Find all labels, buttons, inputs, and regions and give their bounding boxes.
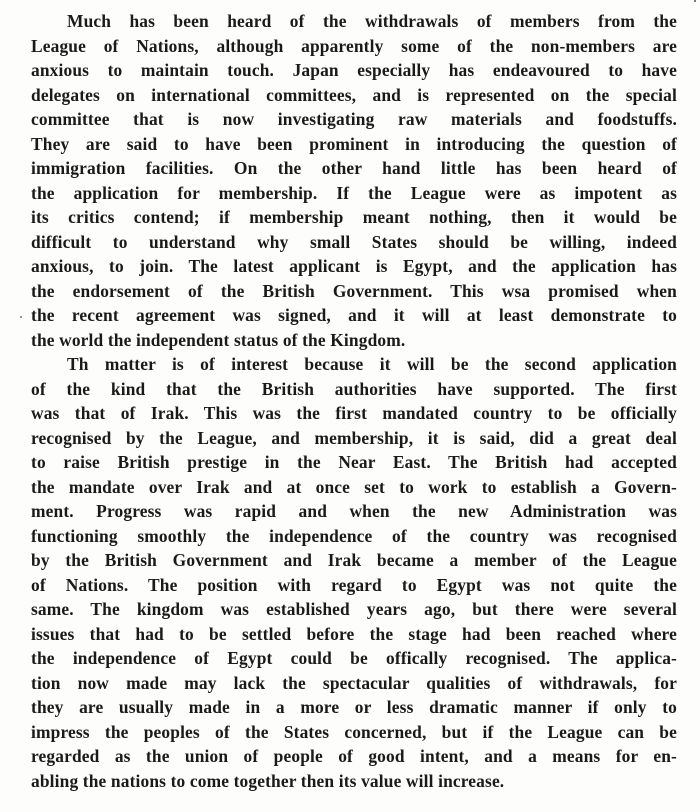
text-line: by the British Government and Irak became a member of the League [31, 550, 677, 570]
text-line: issues that had to be settled before the stage had been reached where [31, 623, 677, 644]
text-line: the application for membership. If the League were as impotent as [31, 182, 677, 203]
text-line: They are said to have been prominent in introducing the question of [31, 133, 677, 154]
text-line: the endorsement of the British Government. This wsa promised when [31, 280, 677, 301]
text-line: its critics contend; if membership meant nothing, then it would be [31, 207, 677, 227]
text-line: the mandate over Irak and at once set to work to establish a Govern- [31, 476, 677, 497]
text-line: functioning smoothly the independence of the country was recognised [31, 525, 677, 546]
text-line: League of Nations, although apparently some of the non-members are [31, 35, 677, 56]
text-line: impress the peoples of the States concerned, but if the League can be [31, 721, 677, 742]
text-line: Much has been heard of the withdrawals of members from the [67, 11, 677, 31]
print-speck [694, 0, 696, 2]
paragraph-2 [31, 352, 677, 793]
paragraph-1 [31, 9, 677, 352]
text-line: the independence of Egypt could be offically recognised. The applica- [31, 648, 677, 668]
text-line: difficult to understand why small States should be willing, indeed [31, 231, 677, 252]
margin-mark [20, 316, 22, 318]
text-line: same. The kingdom was established years ago, but there were several [31, 599, 677, 619]
text-line: Th matter is of interest because it will be the second application [67, 354, 677, 374]
text-line: the recent agreement was signed, and it will at least demonstrate to [31, 305, 677, 325]
text-line: the world the independent status of the Kingdom. [31, 329, 406, 350]
text-line: they are usually made in a more or less dramatic manner if only to [31, 697, 677, 717]
text-line: abling the nations to come together then its value will increase. [31, 770, 505, 791]
text-line: ment. Progress was rapid and when the new Administration was [31, 501, 677, 521]
text-line: to raise British prestige in the Near East. The British had accepted [31, 452, 677, 472]
text-line: committee that is now investigating raw materials and foodstuffs. [31, 109, 677, 129]
text-line: anxious to maintain touch. Japan especially has endeavoured to have [31, 60, 677, 80]
text-line: of the kind that the British authorities have supported. The first [31, 378, 677, 399]
text-line: anxious, to join. The latest applicant is Egypt, and the application has [31, 256, 677, 276]
text-line: immigration facilities. On the other hand little has been heard of [31, 158, 677, 178]
article-column [31, 9, 677, 793]
text-line: recognised by the League, and membership, it is said, did a great deal [31, 427, 677, 448]
text-line: of Nations. The position with regard to Egypt was not quite the [31, 574, 677, 595]
text-line: tion now made may lack the spectacular qualities of withdrawals, for [31, 672, 677, 693]
text-line: regarded as the union of people of good intent, and a means for en- [31, 746, 677, 766]
text-line: delegates on international committees, and is represented on the special [31, 84, 677, 105]
text-line: was that of Irak. This was the first mandated country to be officially [31, 403, 677, 423]
